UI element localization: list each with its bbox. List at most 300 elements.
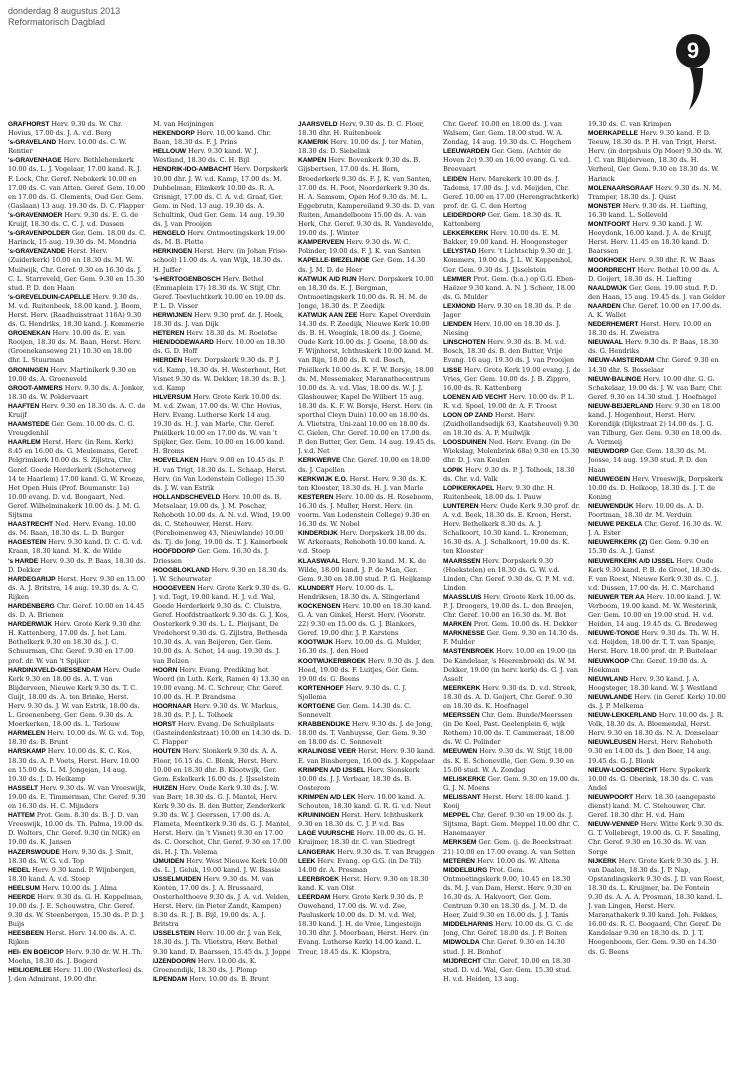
service-details: Herv. Bethlehemkerk 10.00 ds. L. J. Vogelaar, 17.00 kand. R. J. F. Lock, Chr. Geref. Nebokerk 10.00 en 17.00 ds. C. van Atten. Geref. Gem. 10.00 en 17.00 ds. G. Clements, Oud Ger. Gem. (Gaslaan) 13 aug. 19.30 ds. D. C. Flapper	[8, 156, 146, 210]
place-name: LANGERAK	[298, 848, 335, 856]
service-details: Herv. 9.30 ds. W. van Vreeswijk, 19.00 ds. E. Timmerman, Chr. Geref. 9.30 en 16.30 ds. H. C. Mijnders	[8, 783, 146, 811]
church-listing	[443, 338, 581, 365]
place-name: NIEUWE-TONGE	[588, 630, 640, 638]
church-listing	[8, 329, 146, 365]
church-listing	[298, 848, 436, 857]
church-listing	[153, 329, 291, 338]
place-name: NIEUWE PEKELA	[588, 521, 643, 529]
place-name: LEIDERDORP	[443, 211, 486, 219]
service-details: Herv. 9.30 ds. B. M. v.d. Bosch, 18.30 ds. B. den Butter, Vrije Evang. 16 aug. 19.30 ds. J. van Prooijen	[443, 338, 575, 365]
church-listing	[588, 284, 726, 302]
church-listing	[8, 156, 146, 211]
service-details: Herv. 9.30 ds. J. den Hoed, 19.00 ds. F. Luitjes, Ger. Gem. 19.00 ds. G. Beens	[298, 656, 434, 683]
service-details: Chr. Geref. 9.30 en 19.00 ds. J. Sijtsma, Bapt. Gem. Meppel 10.00 dhr. C. Hanemaayer	[443, 811, 580, 838]
service-details: Herv. 9.30 en 18.30 ds. A. C. de Kruijf	[8, 401, 146, 419]
place-name: LEERBROEK	[298, 875, 339, 883]
place-name: KATWIJK A/D RIJN	[298, 275, 357, 283]
place-name: METEREN	[443, 857, 475, 865]
church-listing	[8, 893, 146, 929]
church-listing	[153, 247, 291, 274]
church-listing	[153, 393, 291, 457]
place-name: MAASSLUIS	[443, 593, 482, 601]
place-name: JAARSVELD	[298, 121, 338, 128]
service-details: Herv. Bovenkerk 9.30 ds. B. Gijsbertsen, 17.00 ds. H. Born, Broederkerk 9.30 ds. F. J. K. van Santen, 17.00 ds. H. Poot, Noorderkerk 9.30 ds. H. A. Samsom, Open Hof 9.30 ds. M. L. Eggebrutn, Kampereiland 9.30 ds. D. van Ruiten, Amandelboom 15.00 ds. A. van Herk, Chr. Geref. 9.30 ds. R. Vandevelde, 19.00 ds. J. Winter	[298, 156, 435, 238]
church-listing	[153, 165, 291, 229]
church-listing	[588, 447, 726, 474]
place-name: HAAFTEN	[8, 402, 40, 410]
service-details: Herv. 9.30 en 18.30 ds. J. W. Scheurwater	[153, 565, 289, 583]
place-name: IJSSELMUIDEN	[153, 875, 202, 883]
place-name: HERKINGEN	[153, 248, 193, 256]
service-details: Herv. Ontmoetingskerk 19.00 ds. M. B. Plette	[153, 229, 285, 247]
service-details: Herst. Herv. Rehoboth 9.30 en 14.00 ds. J. den Boer, 14 aug. 19.45 ds. G. J. Blonk	[588, 738, 713, 765]
place-name: NAARDEN	[588, 302, 621, 310]
place-name: 's HARDE	[8, 557, 39, 565]
service-details: Herv. 10.00 ds. L. Hendriksen, 18.30 ds. A. Slingerland	[298, 583, 420, 601]
church-listing	[153, 666, 291, 702]
service-details: Herv. 9.30 ds. D. v.d. Streek, 18.30 ds. A. D. Goijert, Chr. Geref. 9.30 en 18.30 ds. K. Hoefnagel	[443, 683, 577, 710]
church-listing	[588, 338, 726, 356]
service-details: Herv. 9.30 prof. dr. J. Hoek, 18.30 ds. J. van Dijk	[153, 310, 284, 329]
church-listing	[153, 784, 291, 857]
place-name: KLAASWAAL	[298, 557, 340, 565]
church-listing	[443, 629, 581, 647]
church-listing	[8, 229, 146, 247]
place-name: KOOTWIJKERBROEK	[298, 657, 366, 665]
service-details: Herv. 9.30 kand. J. W. Hooydonk, 16.00 kand. J. A. de Kruijf, Herst. Herv. 11.45 en 18.30 kand. D. Baarssen	[588, 220, 712, 256]
service-details: Herv. Marekerk 10.00 ds. J. Tadema, 17.00 ds. J. v.d. Meijden, Chr. Geref. 10.00 en 17.00 (Herengrachtkerk) prof. dr. G. C. den Hertog	[443, 174, 579, 210]
church-listing	[8, 384, 146, 402]
church-listing	[588, 557, 726, 593]
church-listing	[153, 720, 291, 747]
church-listing	[8, 520, 146, 538]
place-name: HARSKAMP	[8, 748, 46, 756]
place-name: NIEUWKOOP	[588, 657, 629, 665]
church-listing	[588, 202, 726, 220]
place-name: GRONINGEN	[8, 366, 49, 374]
service-details: Herv. 9.30 kand. J. A. Hoogsteger, 18.30 kand. W. J. Westland	[588, 674, 718, 692]
service-details: Herv. 't Lichtschip 9.30 dr. J. Kommers, 19.00 ds. J. L. W. Koppenhol, Ger. Gem. 9.30 ds. J. IJsselstein	[443, 247, 573, 274]
service-details: Herv. Grote Kerk 9.30 ds. P. Ouwehand, 17.00 ds. W. v.d. Zee, Pauluskerk 10.00 ds. D. M. v.d. Wel, 18.30 kand. J. H. de Vree, Lingesteijn 10.30 dhr. J. Moerbaan, Herst. Herv. (in Evang. Lutherse Kerk) 14.00 kand. L. Treur, 18.45 ds. K. Klopstra,	[298, 892, 429, 956]
place-name: KRIMPEN A/D LEK	[298, 793, 356, 801]
place-name: LEERDAM	[298, 893, 331, 901]
service-details: Herv. 10.00 ds. C. W. Rentier	[8, 138, 127, 156]
service-details: Herv. 10.00 ds. H. Roseboom, 16.30 ds. J. Muller, Herst. Herv. (in voorm. Van Lodenstein College) 9.30 en 16.30 ds. W. Nobel	[298, 492, 434, 529]
church-listing	[8, 811, 146, 847]
service-details: Herv. 10.00 ds. E. van Rooijen, 18.30 ds. M. Baan, Herst. Herv. (Groenekanseweg 21) 10.30 en 18.00 dhr. L. Stuurman	[8, 329, 142, 365]
church-listing	[588, 129, 726, 184]
place-name: LOON OP ZAND	[443, 412, 493, 419]
church-listing	[8, 575, 146, 602]
service-details: Herv. Martinikerk 9.30 en 19.00 ds. A. Groeneveld	[8, 365, 136, 383]
service-details: Herv. 9.30 ds. M. van Kooten, 17.00 ds. J. A. Brussaard, Oosterholthoeve 9.30 ds. J. A. v.d. Velden, Herst. Herv. (in Pieter Zandt, Kampen) 8.30 ds. R. J. B. Bijl, 19.00 ds. A. J. Britstra	[153, 874, 291, 929]
place-name: MASTENBROEK	[443, 648, 495, 656]
place-name: HAARLEM	[8, 439, 41, 447]
service-details: Herst. Herv. 9.30 kand. E. van Binsbergen, 16.00 ds. J. Koppelaar	[298, 747, 436, 765]
service-details: Herv. 10.00 ds. W. Altena	[476, 856, 560, 865]
church-listing	[298, 493, 436, 529]
service-details: Herv. Dorpskerk 9.30 ds. P. J. v.d. Kamp, 18.30 ds. H. Westerhout, Het Visnet 9.30 ds. W. Dekker, 18.30 ds. B. J. v.d. Kamp	[153, 356, 287, 392]
place-name: LELYSTAD	[443, 248, 477, 256]
service-details: Herv. 10.00 en 18.30 kand. G. A. van Ginkel, Herst. Herv. (Voorstr. 22) 9.30 en 15.00 ds. G. J. Blankers, Geref. 19.00 dhr. J. P. Karstens	[298, 601, 432, 638]
place-name: MEPPEL	[443, 812, 470, 820]
church-listing	[298, 275, 436, 311]
service-details: Herst. Herv. (Zuiderkerk) 10.00 en 18.30 ds. M. W. Muilwijk, Chr. Geref. 9.30 en 16.30 ds. J. C. L. Starreveld, Ger. Gem. 9.30 en 15.30 stud. P. D. den Haan	[8, 247, 145, 292]
service-details: Herv. 9.30 kand. P. Wijnbergen, 18.30 kand. A. v.d. Stoep	[8, 865, 137, 883]
place-name: HETEREN	[153, 330, 185, 338]
place-name: LEEUWARDEN	[443, 148, 490, 156]
place-name: IJMUIDEN	[153, 857, 185, 865]
service-details: Herv. 9.30 ds. W. Markus, 18.30 ds. P. J. L. Tolhoek	[153, 702, 279, 720]
church-listing	[588, 793, 726, 820]
church-listing	[298, 138, 436, 156]
service-details: Herv. 9.30 ds. M. v.d. Ruitenbeek, 18.00 kand. J. Boom, Herst. Herv. (Raadhuisstraat 116A) 9.30 ds. G. Hendriks, 18.30 kand. J. Kommerie	[8, 292, 145, 329]
place-name: HARDEGARIJP	[8, 575, 56, 583]
place-name: KLUNDERT	[298, 584, 334, 592]
place-name: LOPIK	[443, 466, 463, 474]
place-name: HILVERSUM	[153, 393, 191, 401]
place-name: KESTEREN	[298, 493, 334, 501]
church-listing	[153, 857, 291, 875]
place-name: HOORN	[153, 666, 178, 674]
church-listing	[443, 320, 581, 338]
service-details: Herv. 10.00 ds. J. Alma	[41, 883, 117, 892]
service-details: Herv. 9.30 dr. W. H. Th. Moehn, 18.30 ds. J. Bogerd	[8, 947, 143, 965]
church-listing	[443, 775, 581, 793]
place-name: LOENEN A/D VECHT	[443, 393, 507, 401]
place-name: NIEUW-BALINGE	[588, 375, 642, 383]
service-details: Herv. 9.30 ds. J. de Jong, 18.00 ds. T. Vanhuysse, Ger. Gem. 9.30 en 18.00 ds. C. Sonnevelt	[298, 720, 433, 747]
listing-column-4	[443, 120, 581, 1058]
service-details: Herv. 9.30 kand. P. D. Teeuw, 18.30 ds. P. H. van Trigt, Herst. Herv. (in dorpshuis Op Moer) 9.30 ds. W. J. C. van Blijderveen, 18.30 ds. H. Verheul, Ger. Gem. 9.30 en 18.30 ds. W. Harinck	[588, 129, 723, 183]
place-name: KOCKENGEN	[298, 602, 341, 610]
church-listing	[588, 766, 726, 793]
church-listing	[298, 875, 436, 893]
church-listing	[8, 402, 146, 420]
place-name: MOLENAARSGRAAF	[588, 184, 654, 192]
service-details: Herv. 9.30 ds. E. G. de Kruijf, 18.30 ds. C. C. J. v.d. Dussen	[8, 210, 139, 229]
issue-date: donderdag 8 augustus 2013	[8, 6, 121, 16]
church-listing	[153, 120, 291, 129]
service-details: Chr. Geref. 10.00 en 18.00 ds. J. Capellen	[298, 456, 430, 474]
service-details: Herst. Herv. 10.00 en 18.30 ds. H. Zweistra	[588, 320, 712, 338]
service-details: Herst. Herv. 9.30 en 18.30 kand. K. van Olst	[298, 874, 429, 892]
church-listing	[443, 557, 581, 593]
place-name: NIEUW-AMSTERDAM	[588, 357, 655, 365]
church-listing	[298, 857, 436, 875]
church-listing	[298, 702, 436, 720]
place-name: IJSSELSTEIN	[153, 930, 195, 938]
church-listing	[298, 811, 436, 829]
church-listing	[153, 875, 291, 930]
church-listing	[443, 411, 581, 438]
place-name: MIDWOLDA	[443, 939, 480, 947]
service-details: Herv. 9.30 ds. H. Liefting, 16.30 kand. L. Solleveld	[588, 201, 708, 219]
church-listing	[8, 666, 146, 730]
service-details: Herv. Evang. Prediking het Woord (in Luth. Kerk, Ramen 4) 13.30 en 19.00 evang. M. C. Schreur, Chr. Geref. 10.00 ds. H. P. Brandsma	[153, 665, 290, 701]
place-name: MEEUWEN	[443, 748, 478, 756]
church-listing	[588, 520, 726, 538]
service-details: Herv. 9.30 dhr. H. Ruitenbeek, 18.00 ds. I. Pauw	[443, 483, 555, 501]
service-details: Herv. 10.00 ds. B. Brunt	[189, 974, 269, 983]
place-name: LAGE VUURSCHE	[298, 830, 355, 838]
church-listing	[153, 311, 291, 329]
service-details: Herv. 10.00 ds. K. Groenendijk, 18.30 ds. J. Plomp	[153, 956, 257, 974]
church-listing	[443, 857, 581, 866]
place-name: MARKNESSE	[443, 630, 485, 638]
place-name: HENGELO	[153, 230, 186, 238]
service-details: Herv. 10.00 ds. J. ter Maten, 18.30 ds. D. Siebelink	[298, 138, 424, 156]
place-name: HEERDE	[8, 893, 36, 901]
church-listing	[298, 793, 436, 811]
place-name: HOUTEN	[153, 748, 181, 756]
church-listing	[153, 147, 291, 165]
place-name: HORST	[153, 721, 176, 729]
service-details: Chr. Geref. 9.30 en 14.30 dhr. S. Bosselaar	[588, 356, 719, 374]
church-listing	[153, 456, 291, 492]
church-listing	[8, 929, 146, 947]
church-listing	[443, 620, 581, 629]
church-listing	[443, 302, 581, 320]
church-listing	[298, 684, 436, 702]
service-details: Herv. 9.30 kand. W. J. Westland, 18.30 ds. C. H. Bijl	[153, 147, 259, 165]
place-name: HOOFDDORP	[153, 548, 196, 556]
service-details: Herv. 10.00 ds. B. Metselaar, 19.00 ds. J. M. Poschar, Rehoboth 10.00 ds. A. N. v.d. Wind, 19.00 ds. C. Stehouwer, Herst. Herv. (Perebomenweg 43, Nieuwlande) 10.00 ds. Tj. de Jong, 19.00 ds. T. J. Kamerbeek	[153, 492, 291, 547]
place-name: LEMMER	[443, 275, 472, 283]
listing-column-1	[8, 120, 146, 1058]
church-listing	[298, 747, 436, 765]
service-details: Ger. Gem. 18.30 ds. R. Kattenberg	[443, 210, 562, 229]
service-details: Herv. 9.30 kand. M. K. de Wilde, 18.00 kand. J. P. de Man, Ger. Gem. 9.30 en 18.00 stud. P. G. Heijkamp	[298, 556, 432, 583]
service-details: Herv. 9.30 ds. W. C. Polinder, 19.00 ds. F. J. K. van Santen	[298, 238, 421, 256]
church-listing	[8, 866, 146, 884]
church-listing	[8, 948, 146, 966]
service-details: Herv. 9.30 ds. W. Stijf, 18.00 ds. K. E. Schoneville, Ger. Gem. 9.30 en 15.00 stud. W. A. Zondag	[443, 747, 574, 774]
service-details: Herv. Bethel (Emmaplein 17) 18.30 ds. W. Stijf, Chr. Geref. Toevluchtkerk 10.00 en 19.00 ds. P. L. D. Visser	[153, 274, 286, 310]
page-number-badge: 9	[676, 34, 710, 68]
place-name: LOPIKERKAPEL	[443, 484, 495, 492]
service-details: Herv. Bethel 10.00 ds. A. D. Goijert, 18.30 ds. H. Liefting	[588, 265, 720, 283]
place-name: NIEUW-VENNEP	[588, 821, 639, 829]
service-details: Ger. Gem. 9.30 en 19.00 ds. G. J. N. Moens	[443, 774, 580, 792]
service-details: Herst. Herv. 14.00 ds. A. C. Rijken	[8, 929, 137, 947]
service-details: Herv. 9.30 ds. C. J. Sjollema	[298, 683, 407, 701]
church-listing	[298, 557, 436, 584]
service-details: Chr. Geref. 16.30 ds. W. J. A. Ester	[588, 520, 723, 538]
service-details: Chr. Geref. 10.00 en 18.30 stud. D. v.d. Wal, Ger. Gem. 15.30 stud. H. v.d. Heiden, 13 aug.	[443, 956, 572, 983]
church-listing	[153, 566, 291, 584]
church-listing	[8, 366, 146, 384]
service-details: Prot. Gem. (b.a.) op G.G. Eben-Haëzer 9.30 kand. A. N. J. Scheer, 18.00 ds. G. Mulder	[443, 274, 576, 301]
place-name: MIDDELHARNIS	[443, 921, 493, 929]
place-name: HARMELEN	[8, 730, 45, 738]
place-name: HAZERSWOUDE	[8, 848, 60, 856]
church-listing	[443, 711, 581, 747]
service-details: Herv. Sionskerk 10.00 ds. J. J. Verbaar, 18.30 ds. B. Oosterom	[298, 765, 420, 792]
place-name: NIEUWDORP	[588, 448, 629, 456]
church-listing	[443, 484, 581, 502]
church-listing	[443, 366, 581, 393]
church-listing	[8, 620, 146, 665]
church-listing	[153, 702, 291, 720]
place-name: NIEUWLANDE	[588, 693, 633, 701]
church-listing	[443, 502, 581, 557]
service-details: Herv. 10.00 ds. G. H. Kruijmer, 18.30 dr. C. van Sliedregt	[298, 829, 426, 847]
church-listing	[153, 547, 291, 565]
place-name: NIEUWERKERK (Z)	[588, 539, 648, 547]
place-name: KORTGENE	[298, 703, 335, 710]
church-listing	[298, 238, 436, 256]
service-details: Herv. Grote Kerk 9.30 ds. G. J. v.d. Togt, 19.00 kand. H. J. v.d. Wal, Goede Herderkerk 9.30 ds. C. Cluistra, Geref. Hoofdstraatkerk 9.30 ds. G. J. Kos, Oosterkerk 9.30 ds. L. L. Pleijsant, De Vredehorst 9.30 ds. G. Zijlstra, Bethesda 10.30 ds. A. van Beijeren, Ger. Gem. 10.00 ds. A. Schot, 14 aug. 19.30 ds. J. van Belzen	[153, 583, 291, 665]
place-name: HUIZEN	[153, 784, 178, 792]
church-listing	[8, 247, 146, 292]
church-listing	[588, 593, 726, 629]
church-listing	[153, 338, 291, 356]
place-name: HIEN/DODEWAARD	[153, 339, 214, 347]
service-details: Herv. Evang. op G.G. (in De Til) 14.00 dr. A. Prosman	[298, 856, 422, 874]
place-name: KATWIJK AAN ZEE	[298, 311, 358, 319]
place-name: MOORDRECHT	[588, 266, 636, 274]
place-name: 's-GRAVENPOLDER	[8, 230, 70, 238]
church-listing	[8, 211, 146, 229]
place-name: HARDERWIJK	[8, 621, 53, 629]
place-name: 's-GREVELDUIN-CAPELLE	[8, 293, 91, 301]
service-details: M. van Heijningen	[153, 120, 214, 128]
place-name: NIEUWLEUSEN	[588, 739, 637, 747]
place-name: MIDDELBURG	[443, 866, 488, 874]
listing-column-5	[588, 120, 726, 1058]
service-details: Herv. 9.30 ds. G. H. Koppelman, 19.00 ds. J. E. Schouwstra, Chr. Geref. 9.30 ds. W. Steenbergen, 15.30 ds. P. D. J. Buijs	[8, 892, 145, 929]
service-details: Ger. Gem. 19.00 stud. P. D. den Haan, 15 aug. 19.45 ds. J. van Gelder	[588, 283, 726, 301]
place-name: MELISKERKE	[443, 775, 486, 783]
church-listing	[298, 311, 436, 457]
service-details: Herv. 9.30 kand. D. C. G. v.d. Kraan, 18.30 kand. M. K. de Wilde	[8, 538, 143, 556]
church-listing	[588, 184, 726, 202]
church-listing	[8, 848, 146, 866]
church-listing	[443, 275, 581, 302]
place-name: LIENDEN	[443, 321, 472, 329]
service-details: Herv. 10.00 ds. A. D. Poortman, 18.30 dr. M. Verduin	[588, 501, 704, 520]
service-details: Herv. Grote Kerk 9.30 dhr. H. Kattenberg, 17.00 ds. J. het Lam. Bethelkerk 9.30 en 18.30 ds. J. C. Schuurman, Chr. Geref. 9.30 en 17.00 prof. dr. W. van 't Spijker	[8, 620, 142, 665]
service-details: Herv. 9.30 ds. P. Baas, 18.30 ds. G. Hendriks	[588, 338, 719, 356]
church-listing	[153, 929, 291, 956]
service-details: Herv. Grote Kerk 10.00 ds. M. v.d. Zwan, 17.00 ds. W. Chr. Hovius, Herv. Evang. Lutherse Kerk 14 aug. 19.30 ds. H. J. van Marle, Chr. Geref. Pniëlkerk 10.00 en 17.00 ds. W. van 't Spijker, Ger. Gem. 10.00 en 16.00 kand. H. Broms	[153, 392, 285, 456]
place-name: NIEUWEGEIN	[588, 475, 630, 483]
church-listing	[443, 466, 581, 484]
service-details: Herv. Witte Kerk 9.30 ds. G. T. Vollebregt, 19.00 ds. G. F. Smaling, Chr. Geref. 9.30 en 16.30 ds. W. van Sorge	[588, 820, 724, 856]
church-listing	[588, 302, 726, 320]
church-listing	[443, 793, 581, 811]
place-name: ILPENDAM	[153, 975, 188, 983]
place-name: HIERDEN	[153, 357, 183, 365]
place-name: HAGESTEIN	[8, 539, 47, 547]
place-name: NIEUWPOORT	[588, 793, 633, 801]
place-name: LINSCHOTEN	[443, 339, 486, 347]
place-name: NIEUWLAND	[588, 675, 628, 683]
service-details: Ger. Gem. 9.30 en 15.30 ds. A. J. Ganst	[588, 538, 709, 556]
church-listing	[443, 938, 581, 956]
service-details: Herv. West Nieuwe Kerk 10.00 ds. L. J. Geluk, 19.00 kand. J. W. Bassie	[153, 856, 288, 874]
place-name: MARKEN	[443, 621, 472, 629]
church-listing	[298, 602, 436, 638]
place-name: LEXMOND	[443, 302, 476, 310]
church-listing	[588, 256, 726, 265]
place-name: KRIMPEN A/D IJSSEL	[298, 766, 366, 774]
service-details: 19.30 ds. C. van Krimpen	[588, 120, 672, 128]
service-details: Herv. 10.00 kand. Chr. Baan, 18.30 ds. F. J. Prins	[153, 129, 271, 147]
listing-column-2	[153, 120, 291, 1058]
church-listing	[588, 738, 726, 765]
service-details: Herv. Slonkerk 9.30 ds. A. A. Floor, 16.15 ds. C. Blenk, Herst. Herv. 10.00 en 18.30 dhr. B. Klootwijk, Ger. Gem. Eskolkerk 16.00 ds. J. IJsselstein	[153, 747, 280, 783]
place-name: LOOSDUINEN	[443, 439, 487, 447]
church-listing	[153, 493, 291, 548]
place-name: NIEUW-BEIJERLAND	[588, 402, 654, 410]
place-name: KAMPERVEEN	[298, 239, 344, 247]
church-listing	[443, 593, 581, 620]
place-name: NEDERHEMERT	[588, 321, 639, 329]
place-name: KOOTWIJK	[298, 639, 334, 647]
church-listing	[588, 402, 726, 447]
service-details: Herv. 10.00 ds. E. M. Bakker, 19.00 kand. H. Hoogensteger	[443, 229, 568, 247]
place-name: MERKSEM	[443, 839, 477, 847]
church-listing	[298, 475, 436, 493]
place-name: GROENEKAN	[8, 330, 51, 338]
church-listing	[8, 557, 146, 575]
place-name: MIJDRECHT	[443, 957, 482, 965]
church-listing	[588, 120, 726, 129]
church-listing	[588, 629, 726, 656]
service-details: Herv. 9.30 ds. P. J. Tolhoek, 18.30 ds. Chr. v.d. Valk	[443, 465, 575, 483]
service-details: Herv. 9.30 ds. T. van Bruggen	[337, 847, 435, 856]
church-listing	[588, 657, 726, 675]
place-name: NIEUWERKERK A/D IJSSEL	[588, 557, 675, 565]
church-listing	[153, 129, 291, 147]
service-details: Chr. Geref. 10.00 en 14.45 ds. D. A. Brienen	[8, 601, 145, 620]
place-name: NIJKERK	[588, 857, 617, 865]
church-listing	[8, 120, 146, 138]
church-listing	[153, 747, 291, 783]
service-details: Herv. Dorpskerk 10.00 en 18.30 ds. E. J. Bergman, Ontmoetingskerk 10.00 ds. R. H. M. de Jonge, 18.30 ds. P. Zeedijk	[298, 274, 434, 310]
service-details: Herv. Grote Kerk 19.00 evang. J. de Vries, Ger. Gem. 10.00 ds. J. B. Zippro, 16.00 ds. R. Kattenberg	[443, 365, 581, 392]
church-listing	[8, 966, 146, 984]
service-details: Herv. 9.30 ds. N. M. Tramper, 18.30 ds. J. Quist	[588, 183, 722, 201]
service-details: Herv. 10.00 kand. J. W. Verboom, 19.00 kand. M. W. Westerink, Ger. Gem. 10.00 en 19.00 stud. H. v.d. Heiden, 14 aug. 19.45 ds. G. Bredeweg	[588, 592, 722, 629]
place-name: KAPELLE-BIEZELINGE	[298, 257, 370, 265]
place-name: MONSTER	[588, 202, 621, 210]
service-details: Herv. 10.00 dr. J. van Eck, 18.30 ds. J. Th. Vlietstra, Herv. Bethel 9.30 kand. D. Baarssen, 15.45 ds. J. Joppe	[153, 929, 291, 956]
service-details: Herv. Oude Kerk 9.30 prof. dr. A. v.d. Beek, 18.30 ds. E. Kroon, Herst. Herv. Bethelkerk 8.30 ds. A. J. Schalkoort, 10.30 kand. L. Kroneman, 16.30 ds. A. J. Schalkoort, 19.00 ds. K. ten Klooster	[443, 501, 581, 556]
place-name: HASSELT	[8, 784, 38, 792]
place-name: NAALDWIJK	[588, 284, 628, 292]
place-name: 's-GRAVENHAGE	[8, 157, 62, 165]
church-listing	[443, 147, 581, 174]
service-details: Herv. 9.30 ds. A. Jonker, 18.30 ds. W. Poldervaart	[8, 383, 145, 401]
church-listing	[8, 784, 146, 811]
service-details: Herv. 9.30 en 18.30 ds. P. de Jager	[443, 301, 572, 319]
place-name: KERKWERVE	[298, 457, 341, 465]
service-details: Herv. 9.30 ds. P. Baas, 18.30 ds. D. Dekker	[8, 556, 146, 574]
service-details: Herv. Sypekerk 10.00 ds. G. Oberink, 18.30 ds. C. van Andel	[588, 765, 713, 792]
place-name: KORTENHOEF	[298, 684, 344, 692]
service-details: Prot. Gem. 8.30 ds. B. J. D. van Vreeswijk, 10.00 ds. Th. Palma, 19.00 ds. D. Wolters, Chr. Geref. 9.30 (in NGK) en 19.00 ds. K. Jansen	[8, 811, 144, 847]
place-name: KAMERIK	[298, 139, 329, 147]
service-details: Herv. Oude Kerk 9.30 ds. J. W. van Barr, 18.30 ds. G. J. Mantel, Herv. Kerk 9.30 ds. B. den Butter, Zenderkerk 9.30 ds. W. J. Geerssen, 17.00 ds. A. Flameta, Meentkerk 9.30 ds. G. J. Mantel, Herst. Herv. (in 't Visnet) 9.30 en 17.00 ds. C. Oorschot, Chr. Geref. 9.30 en 17.00 ds. H. J. Th. Velema	[153, 783, 291, 856]
place-name: NIEUW-LEKKERLAND	[588, 712, 657, 720]
place-name: HAAMSTEDE	[8, 421, 50, 429]
place-name: KERKWIJK E.O.	[298, 475, 348, 483]
church-listing	[588, 320, 726, 338]
church-listing	[588, 220, 726, 256]
